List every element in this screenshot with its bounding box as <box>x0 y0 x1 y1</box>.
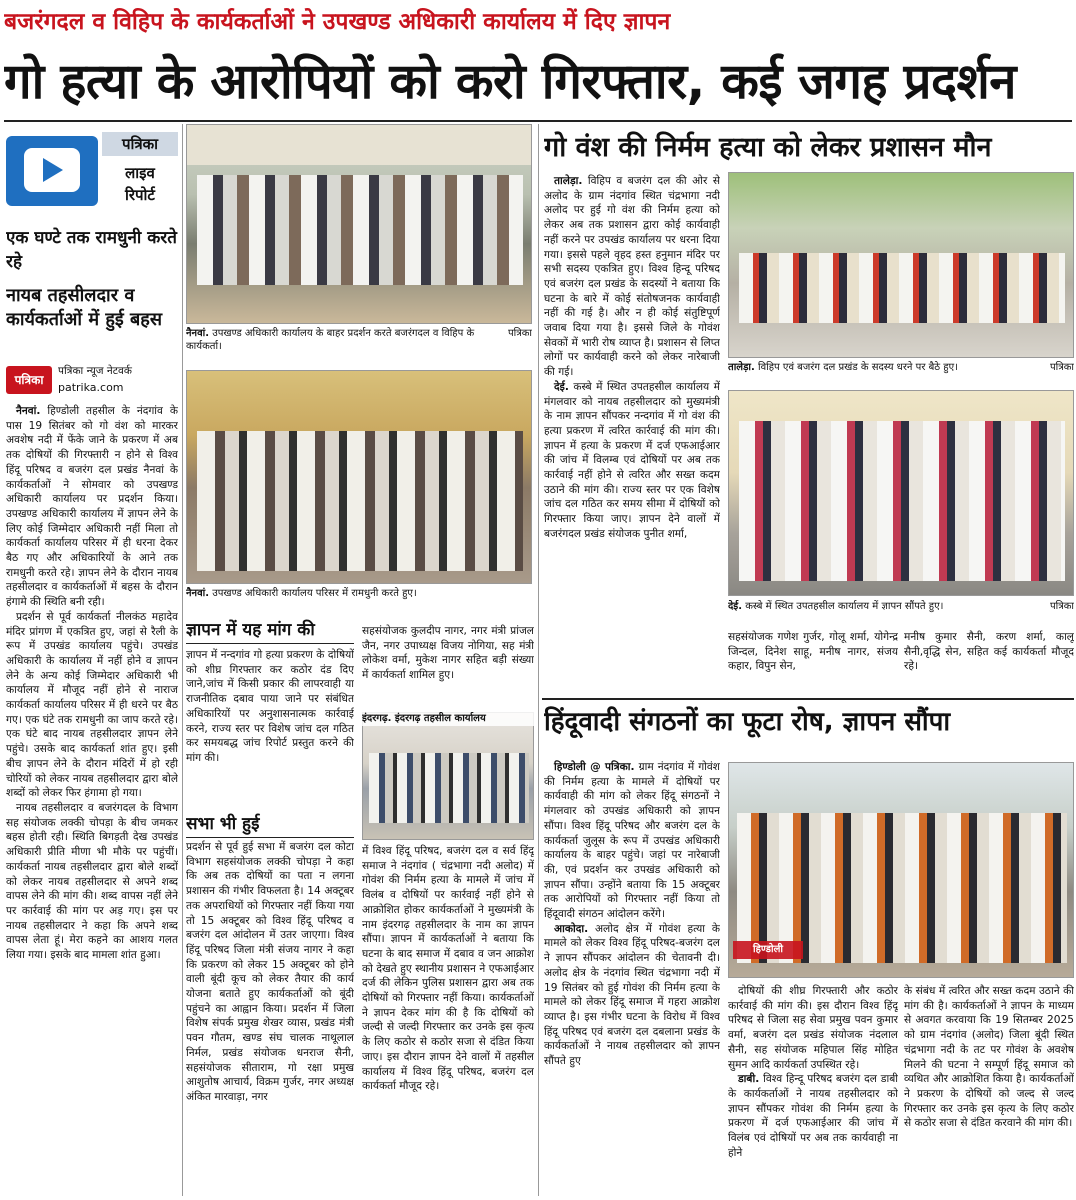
hindoli-text-body: ग्राम नंदगांव में गोवंश की निर्मम हत्या के मामले में दोषियों पर कार्यवाही की मांग को लेकर हिंदू संगठनों ने मंगलवार को उपखंड अधिकारी को ज्ञापन सौंपा। विश्व हिंदू परिषद और बजरंग दल के कार्यकर्ता जुलूस के रूप में उपखंड अधिकारी कार्यालय के बाहर पहुंचे। जहां पर नारेबाजी की, एवं प्रदर्शन कर उपखंड अधिकारी को ज्ञापन सौंपा। उन्होंने बताया कि 15 अक्टूबर तक आरोपियों को गिरफ्तार नहीं किया तो हिंदूवादी संगठन आंदोलन करेंगे। <box>544 761 720 921</box>
hindoli-text <box>544 760 720 1196</box>
hindoli-col-b <box>728 984 898 1196</box>
photo2-caption <box>186 587 532 603</box>
photo-taleda-dharna <box>728 172 1074 358</box>
photo3-place: तालेड़ा. <box>728 362 755 373</box>
photo-hindoli <box>728 762 1074 978</box>
divider <box>4 120 1072 122</box>
divider <box>186 643 354 644</box>
aakoda-dateline: आकोदा. <box>554 922 589 935</box>
taleda-dateline: तालेड़ा. <box>554 175 583 187</box>
photo1-credit: पत्रिका <box>507 328 532 339</box>
col-b-text: दोषियों की शीघ्र गिरफ्तारी और कठोर कार्रवाई की मांग की। इस दौरान विश्व हिंदू परिषद से जिला सह सेवा प्रमुख पवन कुमार वर्मा, बजरंग दल प्रखंड संयोजक नंदलाल सैनी, सह संयोजक महिपाल सिंह मोहित सुमन आदि कार्यकर्ता उपस्थित रहे। <box>728 985 898 1071</box>
sabha-text: प्रदर्शन से पूर्व हुई सभा में बजरंग दल कोटा विभाग सहसंयोजक लक्की चोपड़ा ने कहा कि अब तक दोषियों का पता न लगना प्रशासन की गंभीर विफलता है। 14 अक्टूबर तक अपराधियों को गिरफ्तार नहीं किया गया तो 15 अक्टूबर को विश्व हिंदू परिषद व बजरंग दल आंदोलन में उतर जाएगा। विश्व हिंदू परिषद जिला मंत्री संजय नागर ने कहा कि प्रकरण को लेकर 15 अक्टूबर को होने वाली बूंदी कूच को लेकर तैयार की कार्य योजना बताते हुए कार्यकर्ताओं को बूंदी पहुंचने का आह्वान किया। प्रदर्शन में जिला विशेष संपर्क प्रमुख शेखर व्यास, प्रखंड मंत्री पवन गौतम, खण्ड संघ चालक नाथूलाल निर्मल, प्रखंड संयोजक धनराज सैनी, सहसंयोजक सीताराम, गो रक्षा प्रमुख आशुतोष आचार्य, विक्रम गुर्जर, नगर अध्यक्ष अंकित मारवाड़ा, नगर <box>186 841 354 1103</box>
divider <box>542 698 1074 700</box>
photo4-place: देई. <box>728 601 743 612</box>
taleda-text: विहिप व बजरंग दल की ओर से अलोद के ग्राम नंदगांव स्थित चंद्रभागा नदी अलोद पर हुई गो वंश की निर्मम हत्या को लेकर अब तक प्रशासन द्वारा कोई कार्यवाही नहीं करने पर उपखंड कार्यालय पर धरना दिया गया। इससे पहले वृहद हस्त हनुमान मंदिर पर सभी सदस्य एकत्रित हुए। विश्व हिन्दू परिषद एवं बजरंग दल प्रखंड के सदस्यों ने बताया कि घटना के बारे में कोई संतोषजनक कार्यवाही नहीं की गई है। और न ही कोई संतुष्टिपूर्ण जवाब दिया गया है। इससे जिले के गोवंश सेवकों में भारी रोष व्याप्त है। प्रशासन से लिप्त लोगों पर कार्यवाही करने को लेकर नारेबाजी की गई। <box>544 175 720 379</box>
live-label-2: रिपोर्ट <box>125 186 155 204</box>
live-report-badge <box>6 128 178 214</box>
names-b: मनीष कुमार सैनी, करण शर्मा, कालू सैनी,वृद्धि सेन, सहित कई कार्यकर्ता मौजूद रहे। <box>904 631 1074 673</box>
play-icon <box>6 136 98 206</box>
sidehead-2: नायब तहसीलदार व कार्यकर्ताओं में हुई बहस <box>6 285 163 330</box>
patrika-logo: पत्रिका <box>6 366 52 394</box>
hindoli-col-c: के संबंध में त्वरित और सख्त कदम उठाने की मांग की है। कार्यकर्ताओं ने ज्ञापन के माध्यम से अवगत करवाया कि 19 सितम्बर 2025 को ग्राम नंदगांव (अलोद) जिला बूंदी स्थित चंद्रभागा नदी के तट पर गोवंश के अवशेष मिलने की घटना ने सम्पूर्ण हिंदू समाज को व्यथित और आक्रोशित किया है। कार्यकर्ताओं ने प्रकरण के दोषियों को जल्द से जल्द गिरफ्तार कर उनके इस कृत्य के लिए कठोर से कठोर सजा से दंडित करवाने की मांग की। <box>904 985 1074 1130</box>
main-story-p2: प्रदर्शन से पूर्व कार्यकर्ता नीलकंठ महादेव मंदिर प्रांगण में एकत्रित हुए, जहां से रैली के रूप में उपखंड कार्यालय पहुंचे। उपखंड अधिकारी के कार्यालय में नहीं होने व ज्ञापन लेने के अन्य कोई जिम्मेदार अधिकारी भी कार्यालय में मौजूद नहीं होने से नाराज कार्यकर्ता कार्यालय परिसर में ही धरने पर बैठ गए। एक घंटे तक रामधुनी का जाप करते रहे। एक घंटे बाद नायब तहसीलदार ज्ञापन लेने पहुंचे। उसके बाद कार्यकर्ता शांत हुए। इसी बीच ज्ञापन लेने के दौरान मंदिरों में हो रही चोरियों को लेकर नायब तहसीलदार द्वारा बोले शब्दों को लेकर फिर हंगामा हो गया। <box>6 610 178 800</box>
dabi-dateline: डाबी. <box>738 1073 760 1086</box>
photo2-text: उपखण्ड अधिकारी कार्यालय परिसर में रामधुनी करते हुए। <box>212 588 417 599</box>
byline-site: patrika.com <box>58 381 124 394</box>
main-story-p3: नायब तहसीलदार व बजरंगदल के विभाग सह संयोजक लक्की चोपड़ा के बीच जमकर बहस होती रही। स्थिति बिगड़ती देख उपखंड अधिकारी प्रीति मीणा भी मौके पर पहुंचीं। कार्यकर्ता नायब तहसीलदार द्वारा बोले शब्दों को लेकर नायब तहसीलदार से अपने शब्द वापस लेने की मांग की। शब्द वापस नहीं लेने पर कार्रवाई की मांग पर अड़ गए। इस पर नायब तहसीलदार ने कहा कि अपने शब्द वापस लेता हूं। मेरा कहने का आशय गलत लिया गया। इसके बाद मामला शांत हुआ। <box>6 801 178 962</box>
live-brand: पत्रिका <box>102 132 178 156</box>
dei-dateline: देई. <box>554 380 569 393</box>
photo4-caption <box>728 600 1074 616</box>
dateline: नैनवां. <box>16 405 41 417</box>
main-story-p1: हिण्डोली तहसील के नंदगांव के पास 19 सितंबर को गो वंश को मारकर अवशेष नदी में फेंके जाने के प्रकरण में अब तक दोषियों की गिरफ्तारी न होने से विश्व हिंदू परिषद व बजरंग दल प्रखंड नैनवां के कार्यकर्ताओं ने सोमवार को उपखण्ड अधिकारी कार्यालय पर प्रदर्शन किया। उपखण्ड अधिकारी कार्यालय में ज्ञापन लेने के लिए कोई जिम्मेदार अधिकारी नहीं मिला तो कार्यकर्ता कार्यालय परिसर में ही धरना देकर बैठ गए और अधिकारियों के आने तक रामधुनी करते रहे। ज्ञापन लेने के दौरान नायब तहसीलदार व कार्यकर्ताओं में बहस के दौरान हंगामे की स्थिति बनी रही। <box>6 405 178 609</box>
indergarh-label: इंदरगढ़. इंदरगढ़ तहसील कार्यालय <box>362 712 534 726</box>
photo-protest-outside <box>186 124 532 324</box>
live-label-1: लाइव <box>125 164 155 182</box>
hindoli-dateline: हिण्डोली @ पत्रिका. <box>554 761 635 773</box>
sidehead-1: एक घण्टे तक रामधुनी करते रहे <box>6 228 177 272</box>
column-rule <box>182 124 183 1196</box>
indergarh-text: में विश्व हिंदू परिषद, बजरंग दल व सर्व हिंदू समाज ने नंदगांव ( चंद्रभागा नदी अलोद) में गोवंश की निर्मम हत्या के मामले में जांच में विलंब व दोषियों पर कार्रवाई नहीं होने से आक्रोशित होकर कार्यकर्ताओं ने मुख्यमंत्री के नाम इंदरगढ़ तहसीलदार के नाम का ज्ञापन सौंपा। ज्ञापन में कार्यकर्ताओं ने बताया कि घटना के बाद समाज में दबाव व जन आक्रोश को देखते हुए स्थानीय प्रशासन ने एफआईआर दर्ज की लेकिन पुलिस प्रशासन द्वारा अब तक दोषियों को गिरफ्तार नहीं किया। कार्यकर्ताओं ने ज्ञापन देकर मांग की है कि दोषियों को जल्दी से जल्दी गिरफ्तार कर उनके इस कृत्य के लिए कठोर से कठोर सजा से दंडित किया जाए। इस दौरान ज्ञापन देने वालों में तहसील कार्यालय में विश्व हिंदू परिषद, बजरंग दल कार्यकर्ता मौजूद रहे। <box>362 845 534 1093</box>
photo-indergarh <box>362 712 534 840</box>
photo1-text: उपखण्ड अधिकारी कार्यालय के बाहर प्रदर्शन करते बजरंगदल व विहिप के कार्यकर्ता। <box>186 328 475 352</box>
divider <box>186 837 354 838</box>
byline-name: पत्रिका न्यूज नेटवर्क <box>58 365 132 377</box>
headline: गो हत्या के आरोपियों को करो गिरफ्तार, कई जगह प्रदर्शन <box>4 53 1016 110</box>
right-top-headline: गो वंश की निर्मम हत्या को लेकर प्रशासन मौन <box>544 132 992 163</box>
col3-top-text: सहसंयोजक कुलदीप नागर, नगर मंत्री प्रांजल जैन, नगर उपाध्यक्ष विजय नोगिया, सह मंत्री लोकेश वर्मा, मुकेश नागर सहित बड़ी संख्या में कार्यकर्ता शामिल हुए। <box>362 625 534 682</box>
main-story <box>6 404 178 1196</box>
column-rule <box>538 124 539 1196</box>
byline <box>6 364 178 398</box>
photo2-place: नैनवां. <box>186 588 210 599</box>
kicker: बजरंगदल व विहिप के कार्यकर्ताओं ने उपखण्ड अधिकारी कार्यालय में दिए ज्ञापन <box>4 9 671 35</box>
photo-ramdhuni <box>186 370 532 584</box>
dei-text: कस्बे में स्थित उपतहसील कार्यालय में मंगलवार को नायब तहसीलदार को मुख्यमंत्री के नाम ज्ञापन सौंपकर नन्दगांव में गो वंश की हत्या प्रकरण में त्वरित कार्रवाई की मांग की। ज्ञापन में हत्या के प्रकरण में दर्ज एफआईआर की जांच में विलम्ब एवं दोषियों पर अब तक कार्रवाई नहीं होने से त्वरित और सख्त कदम उठाने की मांग की। राज्य स्तर पर एक विशेष जांच दल गठित कर समय सीमा में दोषियों को गिरफ्तार किया जाए। ज्ञापन देने वालों में बजरंगदल प्रखंड संयोजक पुनीत शर्मा, <box>544 380 720 540</box>
names-a: सहसंयोजक गणेश गुर्जर, गोलू शर्मा, योगेन्द्र जिन्दल, दिनेश साहू, मनीष नागर, संजय कहार, विपुन सेन, <box>728 631 898 673</box>
demand-title: ज्ञापन में यह मांग की <box>186 620 315 640</box>
right-bottom-headline: हिंदूवादी संगठनों का फूटा रोष, ज्ञापन सौंपा <box>544 707 951 737</box>
photo4-credit: पत्रिका <box>1049 601 1074 612</box>
photo3-caption <box>728 361 1074 377</box>
right-top-text <box>544 174 720 644</box>
photo-dei-memorandum <box>728 390 1074 596</box>
photo3-credit: पत्रिका <box>1049 362 1074 373</box>
photo1-caption <box>186 327 532 357</box>
dabi-text: विश्व हिन्दू परिषद बजरंग दल डाबी के कार्यकर्ताओं ने नायब तहसीलदार को ज्ञापन सौंपकर गोवंश की निर्मम हत्या के प्रकरण में दर्ज एफआईआर की जांच में विलंब एवं दोषियों पर अब तक कार्यवाही ना होने <box>728 1073 898 1159</box>
aakoda-text: अलोद क्षेत्र में गोवंश हत्या के मामले को लेकर विश्व हिंदू परिषद-बजरंग दल ने ज्ञापन सौंपकर आंदोलन की चेतावनी दी। अलोद क्षेत्र के नंदगांव स्थित चंद्रभागा नदी में 19 सितंबर को हुई गोवंश की निर्मम हत्या के मामले को लेकर हिंदू समाज में गहरा आक्रोश व्याप्त है। इस गंभीर घटना के विरोध में विश्व हिंदू परिषद एवं बजरंग दल दबलाना प्रखंड के कार्यकर्ताओं ने नायब तहसीलदार को ज्ञापन सौंपते हुए <box>544 922 720 1068</box>
photo1-place: नैनवां. <box>186 328 210 339</box>
demand-text: ज्ञापन में नन्दगांव गो हत्या प्रकरण के दोषियों को शीघ्र गिरफ्तार कर कठोर दंड दिए जाने,जांच में किसी प्रकार की लापरवाही या राजनीतिक दबाव पाया जाने पर संबंधित अधिकारियों पर अनुशासनात्मक कार्रवाई करने, राज्य स्तर पर विशेष जांच दल गठित कर समयबद्ध जांच रिपोर्ट प्रस्तुत करने की मांग की। <box>186 649 354 764</box>
photo4-text: कस्बे में स्थित उपतहसील कार्यालय में ज्ञापन सौंपते हुए। <box>745 601 944 612</box>
sabha-title: सभा भी हुई <box>186 814 260 834</box>
photo5-label: हिण्डोली <box>733 941 803 959</box>
photo3-text: विहिप एवं बजरंग दल प्रखंड के सदस्य धरने पर बैठे हुए। <box>758 362 958 373</box>
